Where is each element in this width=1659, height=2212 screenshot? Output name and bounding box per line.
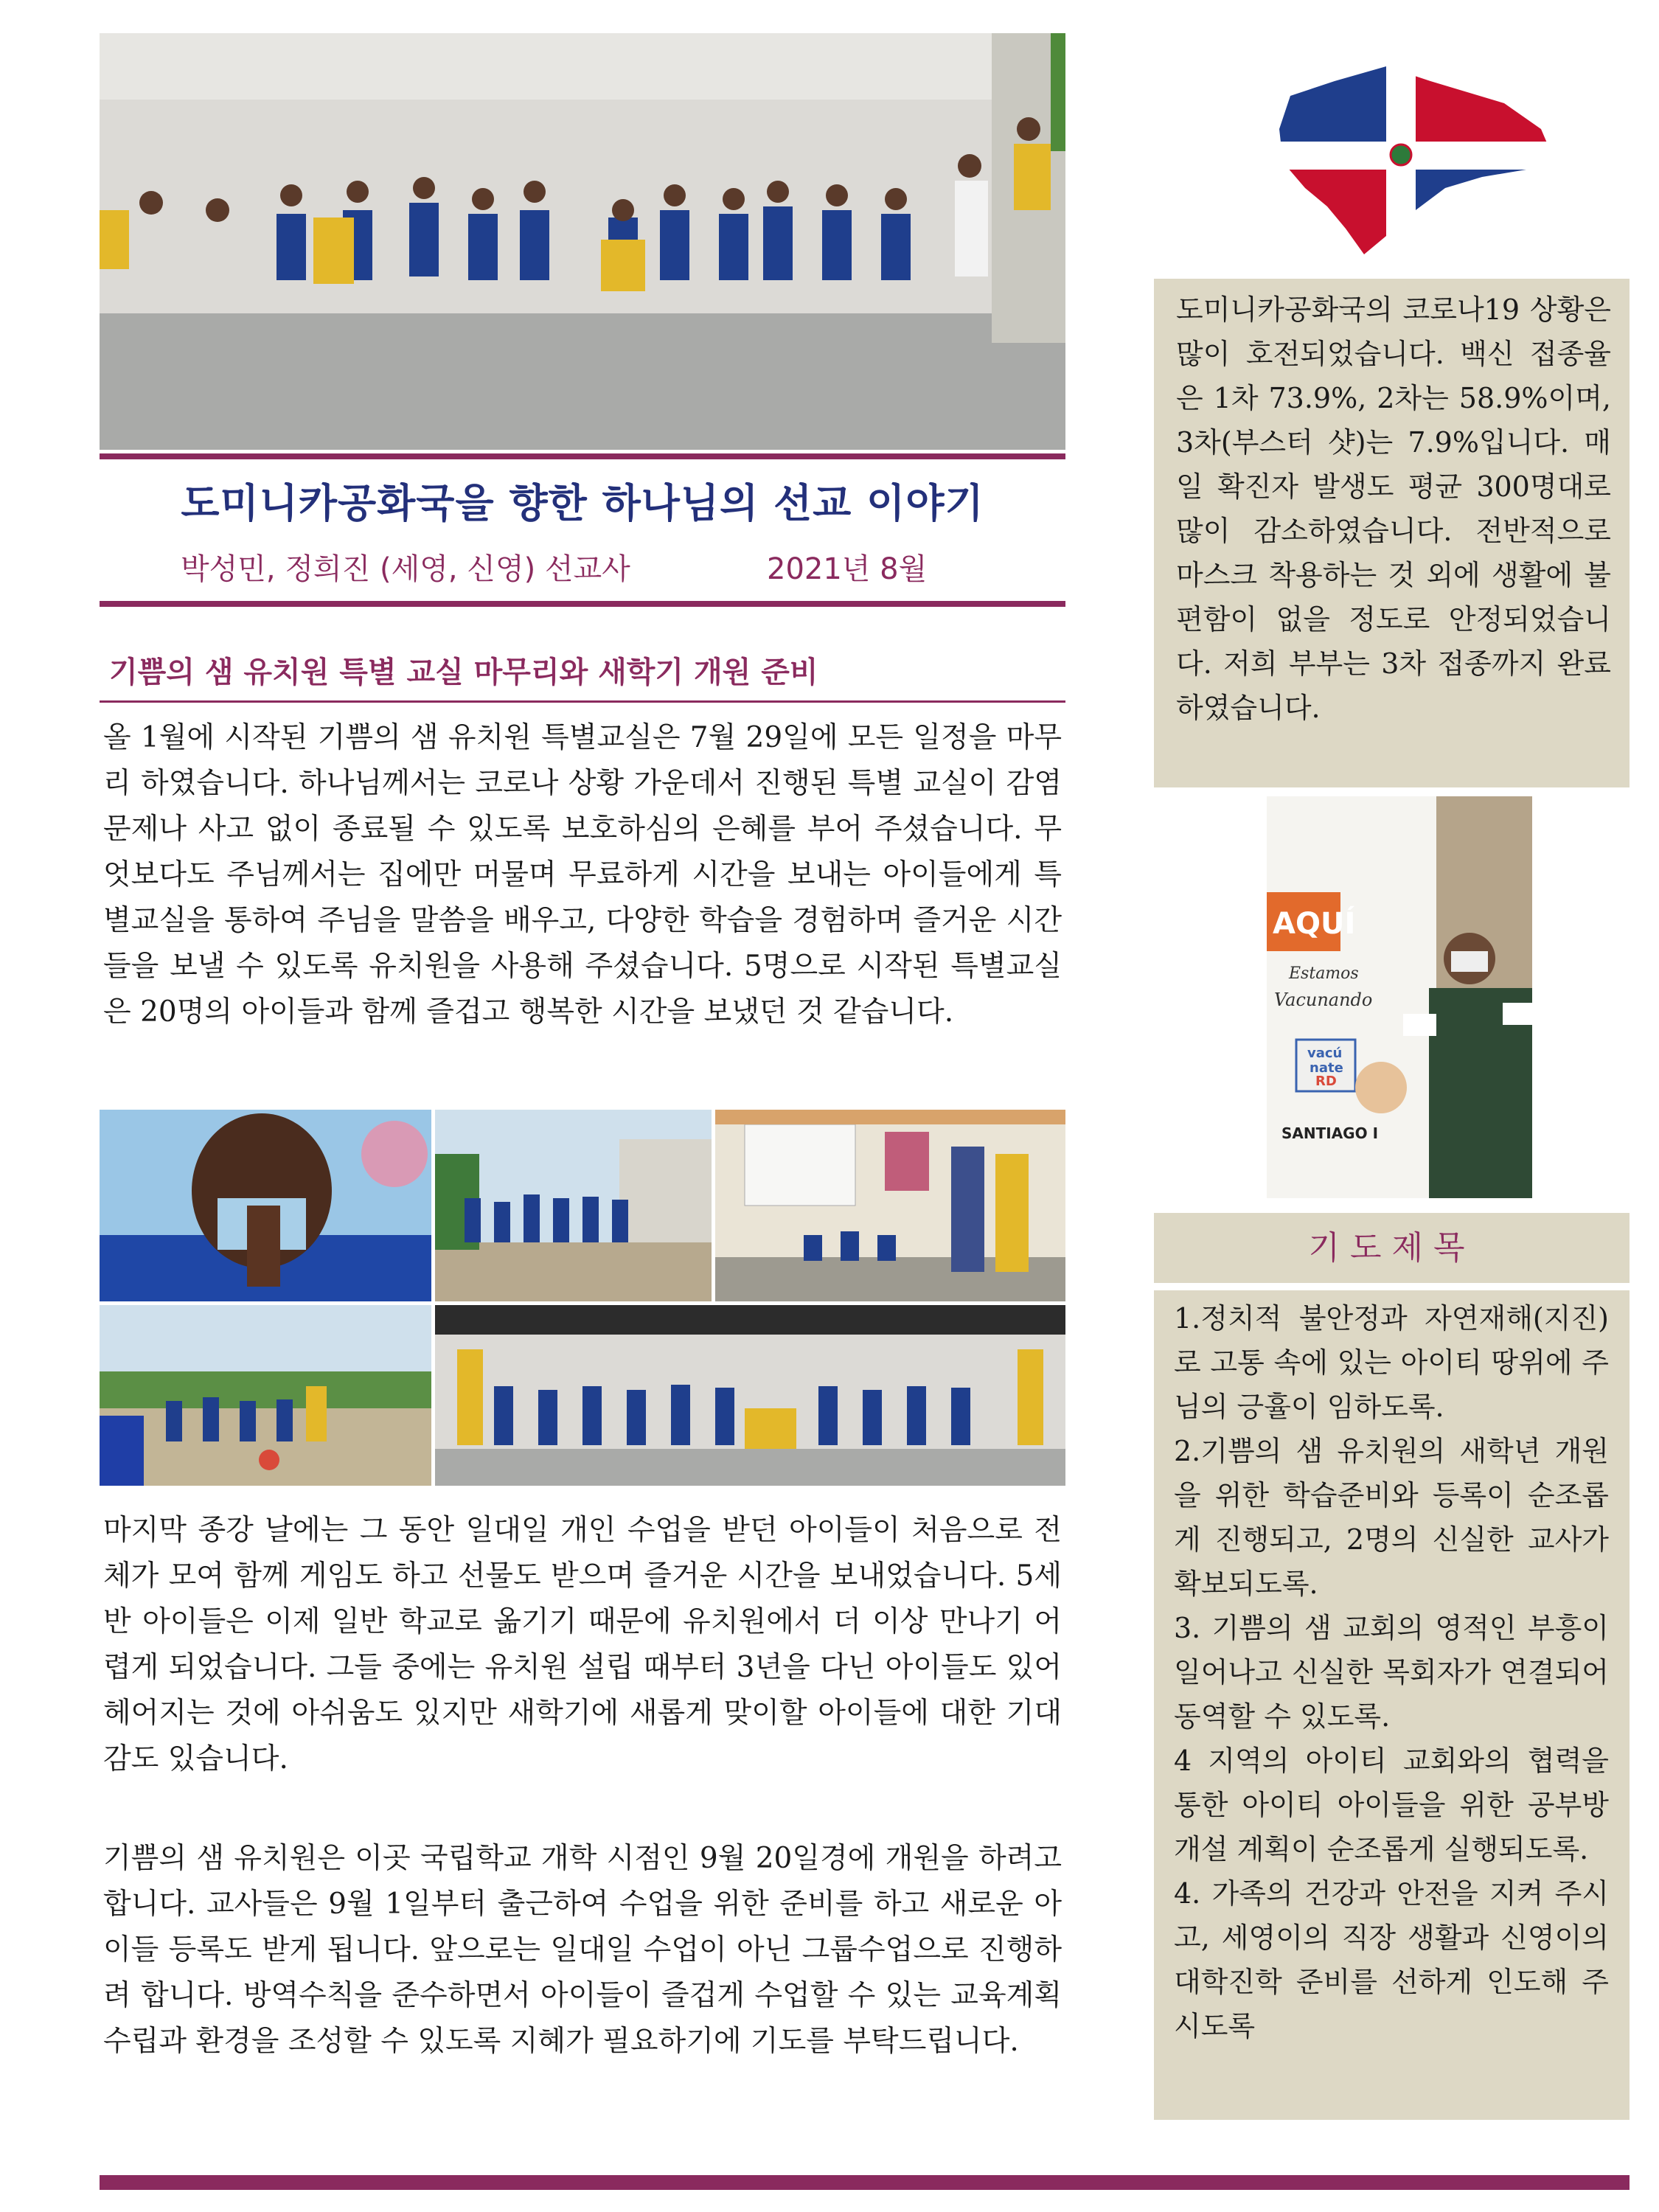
dominican-flag-map [1276,59,1556,258]
covid-status-text: 도미니카공화국의 코로나19 상황은 많이 호전되었습니다. 백신 접종율은 1차 73.9%, 2차는 58.9%이며, 3차(부스터 샷)는 7.9%입니다. 매일 확진자 발생도 평균 300명대로 많이 감소하였습니다. 전반적으로 마스크 착용하는 것 외에 생활에 불편함이 없을 정도로 안정되었습니다. 저희 부부는 3차 접종까지 완료하였습니다. [1176,293,1611,724]
sign-aqui: AQUÍ [1273,907,1356,941]
sign-vacu: vacú [1307,1046,1343,1061]
prayer-title: 기도제목 [1154,1213,1630,1283]
photo-children-group-indoor [435,1305,1065,1486]
prayer-item: 2.기쁨의 샘 유치원의 새학년 개원을 위한 학습준비와 등록이 순조롭게 진행되고, 2명의 신실한 교사가 확보되도록. [1174,1435,1609,1600]
prayer-item: 4 지역의 아이티 교회와의 협력을 통한 아이티 아이들을 위한 공부방 개설 계획이 순조롭게 실행되도록. [1174,1745,1609,1865]
photo-boy-praying [100,1110,431,1301]
sign-vacunando: Vacunando [1274,990,1373,1010]
footer-rule [100,2175,1630,2190]
prayer-item: 4. 가족의 건강과 안전을 지켜 주시고, 세영이의 직장 생활과 신영이의 대학진학 준비를 선하게 인도해 주시도록 [1174,1877,1609,2042]
title-bottom-rule [100,601,1065,607]
prayer-item: 3. 기쁨의 샘 교회의 영적인 부흥이 일어나고 신실한 목회자가 연결되어 동역할 수 있도록. [1174,1612,1609,1733]
sign-estamos: Estamos [1289,964,1359,983]
prayer-list [1174,1296,1609,2048]
page-title: 도미니카공화국을 향한 하나님의 선교 이야기 [181,480,984,526]
photo-classroom-gifts [715,1110,1065,1301]
paragraph-2: 마지막 종강 날에는 그 동안 일대일 개인 수업을 받던 아이들이 처음으로 전체가 모여 함께 게임도 하고 선물도 받으며 즐거운 시간을 보내었습니다. 5세반 아이들은 이제 일반 학교로 옮기기 때문에 유치원에서 더 이상 만나기 어렵게 되었습니다. 그들 중에는 유치원 설립 때부터 3년을 다닌 아이들도 있어 헤어지는 것에 아쉬움도 있지만 새학기에 새롭게 맞이할 아이들에 대한 기대감도 있습니다. [103,1514,1062,1775]
sign-nate: nate [1310,1060,1343,1076]
photo-children-line-yard [435,1110,712,1301]
section-rule [100,700,1065,703]
sign-santiago: SANTIAGO I [1281,1124,1379,1142]
prayer-item: 1.정치적 불안정과 자연재해(지진)로 고통 속에 있는 아이티 땅위에 주님의 긍휼이 임하도록. [1174,1302,1609,1423]
section-heading: 기쁨의 샘 유치원 특별 교실 마무리와 새학기 개원 준비 [109,655,818,689]
title-top-rule [100,453,1065,459]
sign-rd: RD [1315,1074,1337,1089]
byline-authors: 박성민, 정희진 (세영, 신영) 선교사 [181,552,630,586]
paragraph-1: 올 1월에 시작된 기쁨의 샘 유치원 특별교실은 7월 29일에 모든 일정을 마무리 하였습니다. 하나님께서는 코로나 상황 가운데서 진행된 특별 교실이 감염 문제나 사고 없이 종료될 수 있도록 보호하심의 은혜를 부어 주셨습니다. 무엇보다도 주님께서는 집에만 머물며 무료하게 시간을 보내는 아이들에게 특별교실을 통하여 주님을 말씀을 배우고, 다양한 학습을 경험하며 즐거운 시간들을 보낼 수 있도록 유치원을 사용해 주셨습니다. 5명으로 시작된 특별교실은 20명의 아이들과 함께 즐겁고 행복한 시간을 보냈던 것 같습니다. [103,721,1062,1029]
group-photo-top [100,33,1065,450]
paragraph-3: 기쁨의 샘 유치원은 이곳 국립학교 개학 시점인 9월 20일경에 개원을 하려고 합니다. 교사들은 9월 1일부터 출근하여 수업을 위한 준비를 하고 새로운 아이들 등록도 받게 됩니다. 앞으로는 일대일 수업이 아닌 그룹수업으로 진행하려 합니다. 방역수칙을 준수하면서 아이들이 즐겁게 수업할 수 있는 교육계획 수립과 환경을 조성할 수 있도록 지혜가 필요하기에 기도를 부탁드립니다. [103,1842,1062,2058]
vaccine-photo [1267,796,1532,1198]
photo-children-outdoor-game [100,1305,431,1486]
byline-date: 2021년 8월 [767,552,928,586]
